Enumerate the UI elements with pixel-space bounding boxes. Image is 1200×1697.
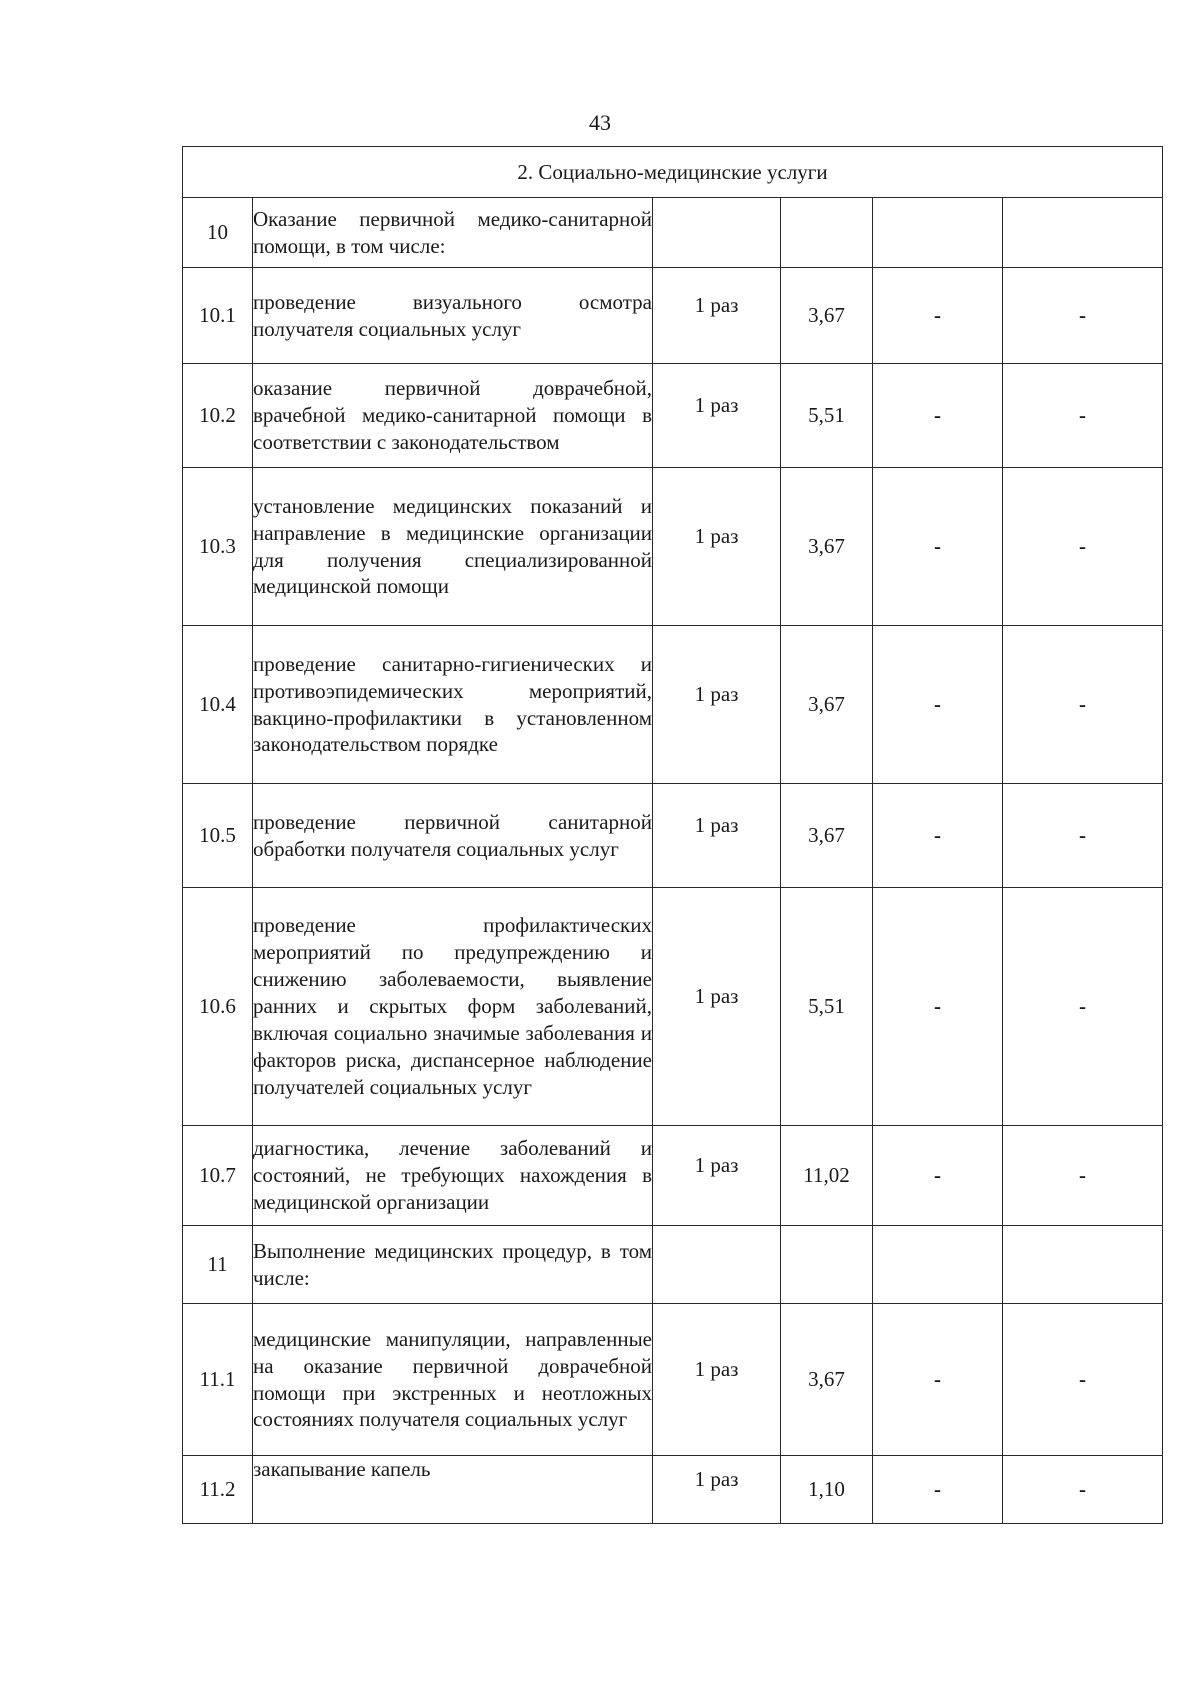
row-description: закапывание капель [253, 1456, 653, 1524]
row-number: 10.6 [183, 888, 253, 1126]
row-frequency [653, 1126, 781, 1226]
row-col5: - [873, 1126, 1003, 1226]
row-col6: - [1003, 1304, 1163, 1456]
frequency-text: 1 раз [694, 1153, 739, 1178]
page-number: 43 [589, 110, 611, 135]
row-number: 10.7 [183, 1126, 253, 1226]
row-col6: - [1003, 1456, 1163, 1524]
row-price [781, 1226, 873, 1304]
row-frequency [653, 1456, 781, 1524]
row-description: оказание первичной доврачебной, врачебной медико-санитарной помощи в соответствии с законодательством [253, 364, 653, 468]
table-row [183, 1304, 1163, 1456]
row-col5: - [873, 468, 1003, 626]
row-number: 10.4 [183, 626, 253, 784]
row-frequency [653, 1304, 781, 1456]
row-price [781, 198, 873, 268]
row-number: 10.3 [183, 468, 253, 626]
frequency-text: 1 раз [694, 682, 739, 707]
table-row [183, 784, 1163, 888]
table-row [183, 468, 1163, 626]
table-row [183, 1126, 1163, 1226]
row-number: 11.1 [183, 1304, 253, 1456]
section-header-row [183, 147, 1163, 198]
row-number: 10.2 [183, 364, 253, 468]
frequency-text: 1 раз [694, 293, 739, 318]
row-number: 11.2 [183, 1456, 253, 1524]
row-description: установление медицинских показаний и направление в медицинские организации для получения специализированной медицинской помощи [253, 468, 653, 626]
frequency-text: 1 раз [694, 1467, 739, 1492]
row-description: проведение первичной санитарной обработки получателя социальных услуг [253, 784, 653, 888]
row-price: 3,67 [781, 784, 873, 888]
services-table [182, 146, 1163, 1524]
frequency-text: 1 раз [694, 524, 739, 549]
row-price: 1,10 [781, 1456, 873, 1524]
row-col5 [873, 1226, 1003, 1304]
row-col5: - [873, 784, 1003, 888]
row-col6: - [1003, 784, 1163, 888]
frequency-text: 1 раз [694, 1357, 739, 1382]
row-frequency [653, 268, 781, 364]
table-row [183, 268, 1163, 364]
table-row [183, 626, 1163, 784]
row-col5: - [873, 268, 1003, 364]
row-frequency [653, 198, 781, 268]
row-description: Оказание первичной медико-санитарной помощи, в том числе: [253, 198, 653, 268]
row-number: 10.5 [183, 784, 253, 888]
row-frequency [653, 1226, 781, 1304]
row-col6: - [1003, 468, 1163, 626]
row-col6: - [1003, 1126, 1163, 1226]
section-title: 2. Социально-медицинские услуги [183, 147, 1163, 198]
row-description: диагностика, лечение заболеваний и состояний, не требующих нахождения в медицинской организации [253, 1126, 653, 1226]
row-price: 5,51 [781, 888, 873, 1126]
row-description: проведение визуального осмотра получателя социальных услуг [253, 268, 653, 364]
table-row [183, 198, 1163, 268]
frequency-text: 1 раз [694, 813, 739, 838]
row-frequency [653, 364, 781, 468]
row-description: Выполнение медицинских процедур, в том числе: [253, 1226, 653, 1304]
row-col5: - [873, 626, 1003, 784]
row-description: проведение санитарно-гигиенических и противоэпидемических мероприятий, вакцино-профилактики в установленном законодательством порядке [253, 626, 653, 784]
row-col6: - [1003, 268, 1163, 364]
row-description: медицинские манипуляции, направленные на оказание первичной доврачебной помощи при экстренных и неотложных состояниях получателя социальных услуг [253, 1304, 653, 1456]
table-row [183, 364, 1163, 468]
row-frequency [653, 626, 781, 784]
row-col6 [1003, 198, 1163, 268]
row-price: 3,67 [781, 626, 873, 784]
row-price: 11,02 [781, 1126, 873, 1226]
row-price: 3,67 [781, 1304, 873, 1456]
row-number: 10 [183, 198, 253, 268]
row-col5: - [873, 1456, 1003, 1524]
row-col5: - [873, 1304, 1003, 1456]
row-col6: - [1003, 364, 1163, 468]
row-col6 [1003, 1226, 1163, 1304]
row-number: 11 [183, 1226, 253, 1304]
row-price: 3,67 [781, 468, 873, 626]
row-frequency [653, 468, 781, 626]
frequency-text: 1 раз [694, 393, 739, 418]
row-frequency [653, 784, 781, 888]
row-col6: - [1003, 888, 1163, 1126]
table-row [183, 888, 1163, 1126]
row-frequency [653, 888, 781, 1126]
frequency-text: 1 раз [694, 984, 739, 1009]
row-col5: - [873, 888, 1003, 1126]
row-col5: - [873, 364, 1003, 468]
row-col5 [873, 198, 1003, 268]
row-price: 5,51 [781, 364, 873, 468]
row-description: проведение профилактических мероприятий по предупреждению и снижению заболеваемости, выявление ранних и скрытых форм заболеваний, включая социально значимые заболевания и факторов риска, диспансерное наблюдение получателей социальных услуг [253, 888, 653, 1126]
row-number: 10.1 [183, 268, 253, 364]
table-row [183, 1456, 1163, 1524]
table-row [183, 1226, 1163, 1304]
row-price: 3,67 [781, 268, 873, 364]
row-col6: - [1003, 626, 1163, 784]
